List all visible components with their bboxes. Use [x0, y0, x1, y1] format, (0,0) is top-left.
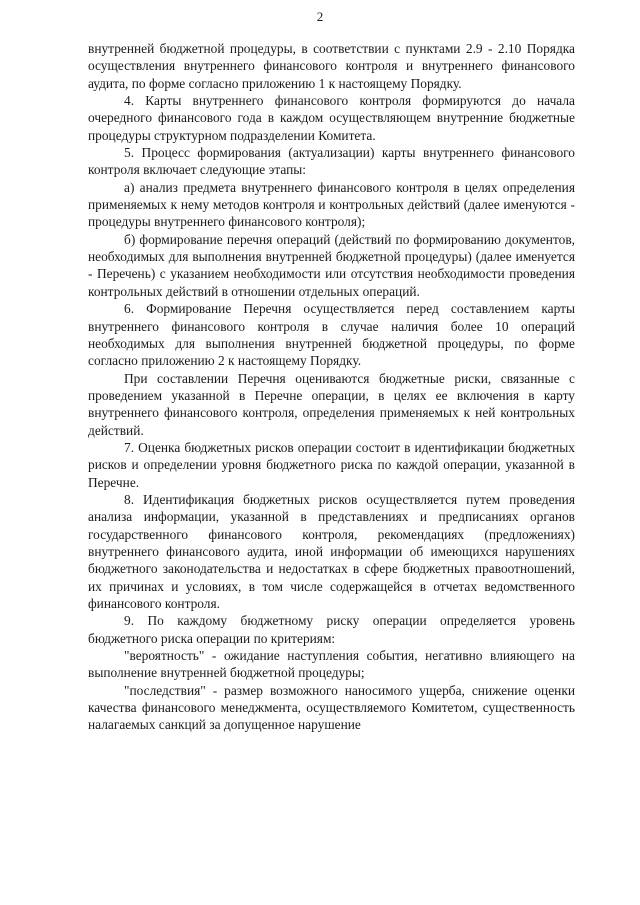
paragraph-criterion-probability: "вероятность" - ожидание наступления события, негативно влияющего на выполнение внутренней бюджетной процедуры; — [88, 648, 575, 681]
paragraph-item-7: 7. Оценка бюджетных рисков операции состоит в идентификации бюджетных рисков и определении уровня бюджетного риска по каждой операции, указанной в Перечне. — [88, 439, 575, 490]
paragraph-subitem-a: а) анализ предмета внутреннего финансового контроля в целях определения применяемых к нему методов контроля и контрольных действий (далее именуются - процедуры внутреннего финансового контроля); — [88, 179, 575, 230]
page-number: 2 — [316, 9, 324, 24]
paragraph-item-6-continued: При составлении Перечня оцениваются бюджетные риски, связанные с проведением указанной в Перечне операции, в целях ее включения в карту внутреннего финансового контроля, определения применяемых к ней контрольных действий. — [88, 370, 575, 438]
paragraph-item-5: 5. Процесс формирования (актуализации) карты внутреннего финансового контроля включает следующие этапы: — [88, 145, 575, 178]
paragraph-criterion-consequences: "последствия" - размер возможного наносимого ущерба, снижение оценки качества финансового менеджмента, осуществляемого Комитетом, существенность налагаемых санкций за допущенное нарушение — [88, 682, 575, 733]
paragraph-subitem-b: б) формирование перечня операций (действий по формированию документов, необходимых для выполнения внутренней бюджетной процедуры) (далее именуется - Перечень) с указанием необходимости или отсутствия необходимости проведения контрольных действий в отношении отдельных операций. — [88, 231, 575, 299]
paragraph-item-9: 9. По каждому бюджетному риску операции определяется уровень бюджетного риска операции по критериям: — [88, 613, 575, 646]
document-body — [88, 40, 575, 734]
paragraph-continuation: внутренней бюджетной процедуры, в соответствии с пунктами 2.9 - 2.10 Порядка осуществления внутреннего финансового контроля и внутреннего финансового аудита, по форме согласно приложению 1 к настоящему Порядку. — [88, 41, 575, 91]
paragraph-item-8: 8. Идентификация бюджетных рисков осуществляется путем проведения анализа информации, указанной в представлениях и предписаниях органов государственного финансового контроля, рекомендациях (предложениях) внутреннего финансового аудита, иной информации об имеющихся нарушениях бюджетного законодательства и недостатках в сфере бюджетных правоотношений, их причинах и условиях, в том числе содержащейся в отчетах ведомственного финансового контроля. — [88, 491, 575, 611]
paragraph-item-4: 4. Карты внутреннего финансового контроля формируются до начала очередного финансового года в каждом осуществляющем внутренние бюджетные процедуры структурном подразделении Комитета. — [88, 93, 575, 143]
paragraph-item-6: 6. Формирование Перечня осуществляется перед составлением карты внутреннего финансового контроля в случае наличия более 10 операций необходимых для выполнения внутренней бюджетной процедуры, по форме согласно приложению 2 к настоящему Порядку. — [88, 301, 575, 369]
